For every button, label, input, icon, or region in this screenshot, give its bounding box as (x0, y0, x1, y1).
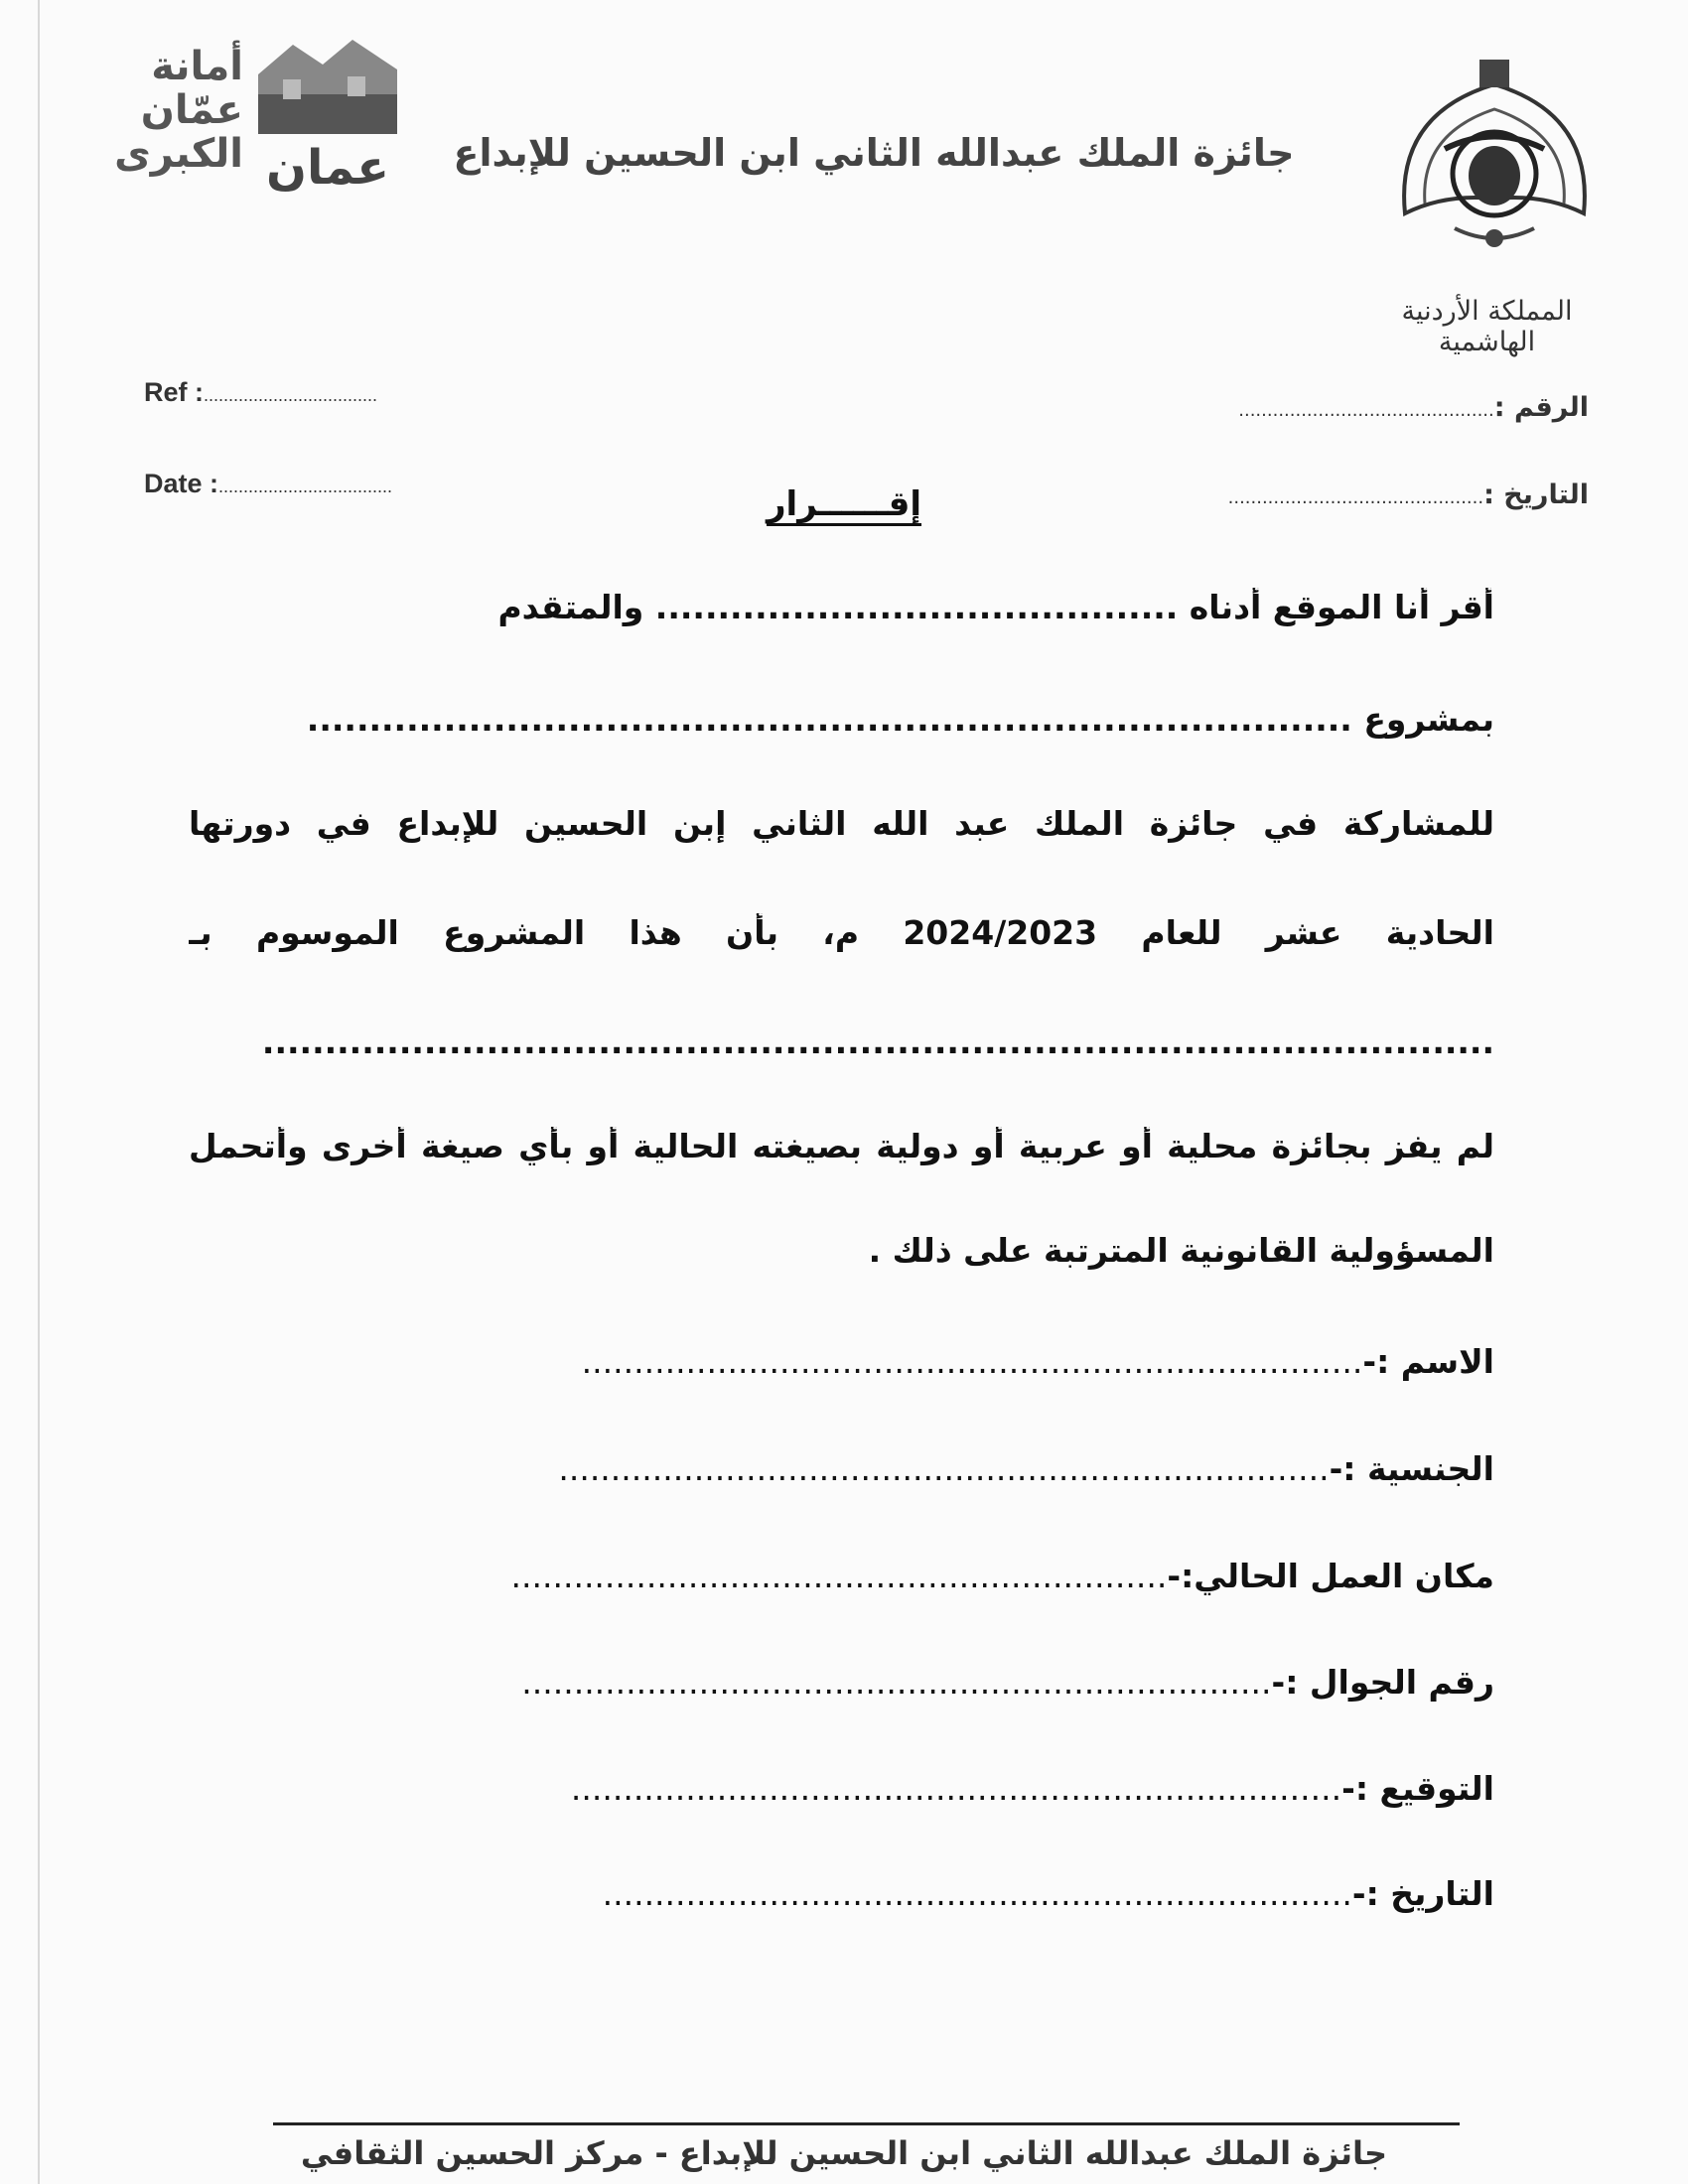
body-line-4: الحادية عشر للعام 2024/2023 م، بأن هذا المشروع الموسوم بـ (189, 913, 1494, 952)
ref-label: Ref : (144, 377, 204, 407)
date-row (144, 469, 392, 499)
date-ar-dots: ............................................. (1227, 487, 1484, 508)
ref-dots: ................................... (204, 385, 378, 405)
field-date-label: التاريخ :- (1351, 1874, 1494, 1913)
workplace-field[interactable] (288, 1557, 1494, 1595)
footer-text: جائزة الملك عبدالله الثاني ابن الحسين للإبداع - مركز الحسين الثقافي (300, 2134, 1388, 2172)
ref-row (144, 377, 377, 408)
nationality-label: الجنسية :- (1329, 1449, 1494, 1488)
page-title: جائزة الملك عبدالله الثاني ابن الحسين للإبداع (453, 131, 1295, 175)
mobile-field[interactable] (288, 1663, 1494, 1702)
name-label: الاسم :- (1362, 1342, 1494, 1381)
footer-divider (273, 2122, 1460, 2125)
amman-line-3: الكبرى (114, 131, 243, 177)
nationality-field[interactable] (288, 1449, 1494, 1488)
nationality-dots: .......................................................................... (558, 1449, 1330, 1488)
amman-municipality-name (104, 45, 243, 176)
amman-logo-icon (253, 35, 402, 194)
workplace-label: مكان العمل الحالي:- (1167, 1557, 1494, 1595)
body-line-7: المسؤولية القانونية المترتبة على ذلك . (868, 1231, 1494, 1270)
body-line-6: لم يفز بجائزة محلية أو عربية أو دولية بصيغته الحالية أو بأي صيغة أخرى وأتحمل (189, 1127, 1494, 1165)
jordan-coat-of-arms-icon (1385, 55, 1604, 253)
date-field[interactable] (288, 1874, 1494, 1913)
name-field[interactable] (288, 1342, 1494, 1381)
amman-line-1: أمانة (151, 44, 243, 89)
date-ar-row (1228, 479, 1589, 510)
body-line-3: للمشاركة في جائزة الملك عبد الله الثاني إبن الحسين للإبداع في دورتها (189, 804, 1494, 843)
signature-dots: .......................................................................... (570, 1769, 1342, 1808)
svg-text:عمان: عمان (266, 140, 389, 194)
date-dots: ................................... (218, 477, 393, 496)
date-ar-label: التاريخ : (1483, 479, 1589, 510)
scan-edge (38, 0, 40, 2184)
kingdom-name: المملكة الأردنية الهاشمية (1401, 296, 1573, 357)
mobile-label: رقم الجوال :- (1271, 1663, 1494, 1702)
signature-label: التوقيع :- (1341, 1769, 1494, 1808)
date-label: Date : (144, 469, 219, 498)
name-dots: ........................................................................... (581, 1342, 1363, 1381)
field-date-dots: ........................................................................ (602, 1874, 1352, 1913)
number-label: الرقم : (1493, 392, 1589, 423)
mobile-dots: ........................................................................ (521, 1663, 1272, 1702)
body-line-5: ................................................................................................... (261, 1023, 1494, 1061)
signature-field[interactable] (288, 1769, 1494, 1808)
body-line-1: أقر أنا الموقع أدناه .......................................... والمتقدم (497, 588, 1494, 626)
amman-line-2: عمّان (140, 87, 243, 133)
number-row (1238, 392, 1589, 423)
body-line-2: بمشروع .................................................................................... (306, 700, 1494, 739)
form-title: إقــــــرار (766, 484, 922, 524)
workplace-dots: ............................................................... (510, 1557, 1168, 1595)
number-dots: ............................................. (1238, 400, 1494, 421)
